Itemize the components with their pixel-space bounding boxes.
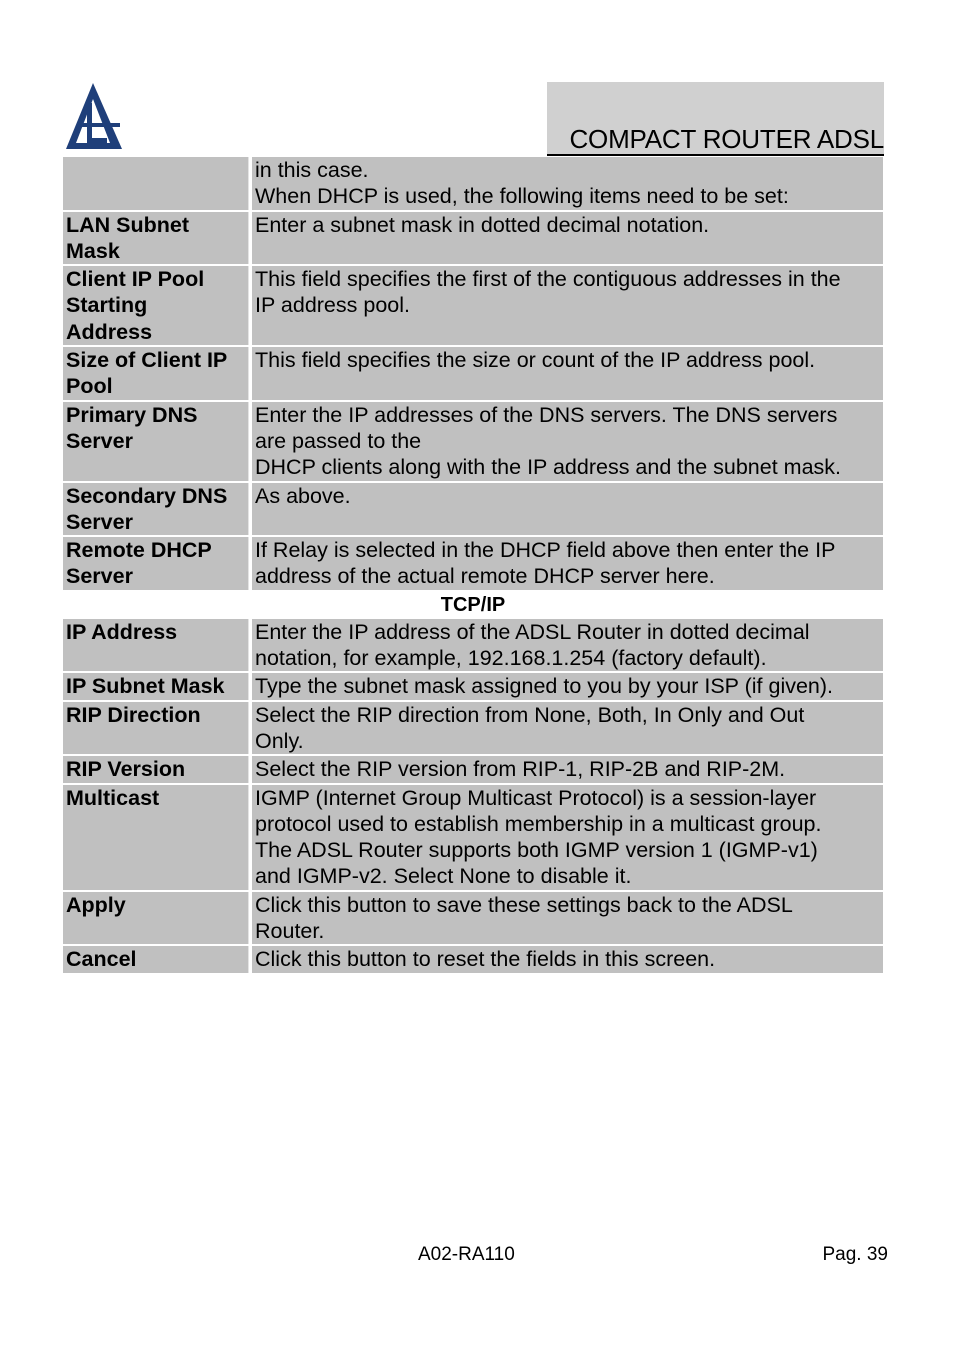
table-row bbox=[63, 157, 883, 210]
description-line: Click this button to reset the fields in this screen. bbox=[255, 947, 716, 972]
description-line: This field specifies the first of the contiguous addresses in the bbox=[255, 267, 841, 292]
description-line: As above. bbox=[255, 483, 351, 508]
description-cell bbox=[252, 892, 883, 945]
table-row bbox=[63, 266, 883, 345]
description-line: Type the subnet mask assigned to you by your ISP (if given). bbox=[255, 674, 834, 699]
description-line: DHCP clients along with the IP address and the subnet mask. bbox=[255, 455, 842, 480]
field-name-cell bbox=[63, 619, 249, 672]
field-name-line: Client IP Pool bbox=[66, 267, 205, 292]
description-cell bbox=[252, 756, 883, 782]
description-line: The ADSL Router supports both IGMP version 1 (IGMP-v1) bbox=[255, 838, 818, 863]
field-name-cell bbox=[63, 756, 249, 782]
description-line: When DHCP is used, the following items need to be set: bbox=[255, 184, 789, 209]
description-line: protocol used to establish membership in a multicast group. bbox=[255, 811, 822, 836]
field-name-line bbox=[66, 837, 248, 863]
company-logo bbox=[64, 81, 126, 151]
description-line bbox=[255, 373, 883, 399]
table-row bbox=[63, 756, 883, 782]
field-name-line: Address bbox=[66, 319, 153, 344]
field-name-cell bbox=[63, 892, 249, 945]
field-name-cell bbox=[63, 347, 249, 400]
field-name-line: Pool bbox=[66, 374, 113, 399]
triangle-logo-icon bbox=[64, 81, 126, 151]
field-name-line bbox=[66, 645, 248, 671]
document-code: A02-RA110 bbox=[418, 1244, 515, 1265]
field-name-line: Secondary DNS bbox=[66, 483, 228, 508]
description-cell bbox=[252, 347, 883, 400]
field-name-line: RIP Direction bbox=[66, 702, 201, 727]
description-line: Enter the IP address of the ADSL Router in dotted decimal bbox=[255, 619, 810, 644]
description-cell bbox=[252, 946, 883, 972]
description-cell bbox=[252, 157, 883, 210]
description-cell bbox=[252, 702, 883, 755]
field-name-cell bbox=[63, 266, 249, 345]
description-line: IGMP (Internet Group Multicast Protocol) is a session-layer bbox=[255, 785, 817, 810]
description-line bbox=[255, 319, 883, 345]
description-line: Click this button to save these settings back to the ADSL bbox=[255, 892, 793, 917]
field-name-cell bbox=[63, 212, 249, 265]
description-line: Router. bbox=[255, 919, 325, 944]
page-header-title: COMPACT ROUTER ADSL bbox=[569, 124, 884, 154]
field-name-line: IP Address bbox=[66, 619, 178, 644]
description-line: are passed to the bbox=[255, 428, 422, 453]
field-name-line: IP Subnet Mask bbox=[66, 674, 225, 699]
table-row bbox=[63, 785, 883, 890]
field-name-line bbox=[66, 918, 248, 944]
field-name-cell bbox=[63, 946, 249, 972]
description-line: This field specifies the size or count of the IP address pool. bbox=[255, 348, 816, 373]
table-row bbox=[63, 619, 883, 672]
table-row bbox=[63, 673, 883, 699]
description-line: Only. bbox=[255, 728, 304, 753]
field-name-line: LAN Subnet bbox=[66, 212, 190, 237]
field-name-line: Size of Client IP bbox=[66, 348, 228, 373]
field-name-line bbox=[66, 863, 248, 889]
description-line: and IGMP-v2. Select None to disable it. bbox=[255, 864, 632, 889]
field-name-cell bbox=[63, 702, 249, 755]
field-name-line: Server bbox=[66, 428, 133, 453]
description-line: Select the RIP direction from None, Both, In Only and Out bbox=[255, 702, 805, 727]
description-cell bbox=[252, 785, 883, 890]
header-box bbox=[547, 82, 884, 154]
description-line: notation, for example, 192.168.1.254 (factory default). bbox=[255, 646, 767, 671]
description-cell bbox=[252, 537, 883, 590]
field-name-line: Cancel bbox=[66, 947, 137, 972]
page-number: Pag. 39 bbox=[822, 1244, 888, 1265]
field-name-line: Primary DNS bbox=[66, 402, 198, 427]
description-line: in this case. bbox=[255, 158, 369, 182]
field-name-line: Server bbox=[66, 509, 133, 534]
description-cell bbox=[252, 266, 883, 345]
field-name-line: Mask bbox=[66, 238, 120, 263]
field-name-cell bbox=[63, 785, 249, 890]
field-name-line bbox=[66, 811, 248, 837]
field-name-line: Starting bbox=[66, 293, 148, 318]
table-row bbox=[63, 347, 883, 400]
table-row bbox=[63, 946, 883, 972]
field-name-cell bbox=[63, 673, 249, 699]
parameter-table bbox=[63, 157, 883, 975]
table-row bbox=[63, 212, 883, 265]
description-line bbox=[255, 238, 883, 264]
field-name-line: Multicast bbox=[66, 785, 160, 810]
table-row bbox=[63, 483, 883, 536]
table-row bbox=[63, 892, 883, 945]
field-name-cell bbox=[63, 537, 249, 590]
field-name-line: Remote DHCP bbox=[66, 538, 212, 563]
description-line: Enter the IP addresses of the DNS servers. The DNS servers bbox=[255, 402, 838, 427]
field-name-line: Server bbox=[66, 564, 133, 589]
table-row bbox=[63, 702, 883, 755]
description-line: Select the RIP version from RIP-1, RIP-2B and RIP-2M. bbox=[255, 757, 786, 782]
field-name-line bbox=[66, 157, 248, 183]
description-cell bbox=[252, 483, 883, 536]
table-row bbox=[63, 537, 883, 590]
field-name-cell bbox=[63, 157, 249, 210]
field-name-line bbox=[66, 454, 248, 480]
field-name-line: Apply bbox=[66, 892, 126, 917]
description-cell bbox=[252, 619, 883, 672]
description-cell bbox=[252, 673, 883, 699]
description-line bbox=[255, 509, 883, 535]
table-row bbox=[63, 402, 883, 481]
field-name-line: RIP Version bbox=[66, 757, 186, 782]
section-heading: TCP/IP bbox=[63, 592, 883, 618]
header-divider bbox=[547, 154, 884, 156]
description-cell bbox=[252, 212, 883, 265]
description-line: If Relay is selected in the DHCP field above then enter the IP bbox=[255, 538, 836, 563]
description-line: address of the actual remote DHCP server here. bbox=[255, 564, 715, 589]
description-line: Enter a subnet mask in dotted decimal notation. bbox=[255, 212, 710, 237]
field-name-cell bbox=[63, 483, 249, 536]
description-line: IP address pool. bbox=[255, 293, 410, 318]
field-name-line bbox=[66, 728, 248, 754]
field-name-cell bbox=[63, 402, 249, 481]
description-cell bbox=[252, 402, 883, 481]
